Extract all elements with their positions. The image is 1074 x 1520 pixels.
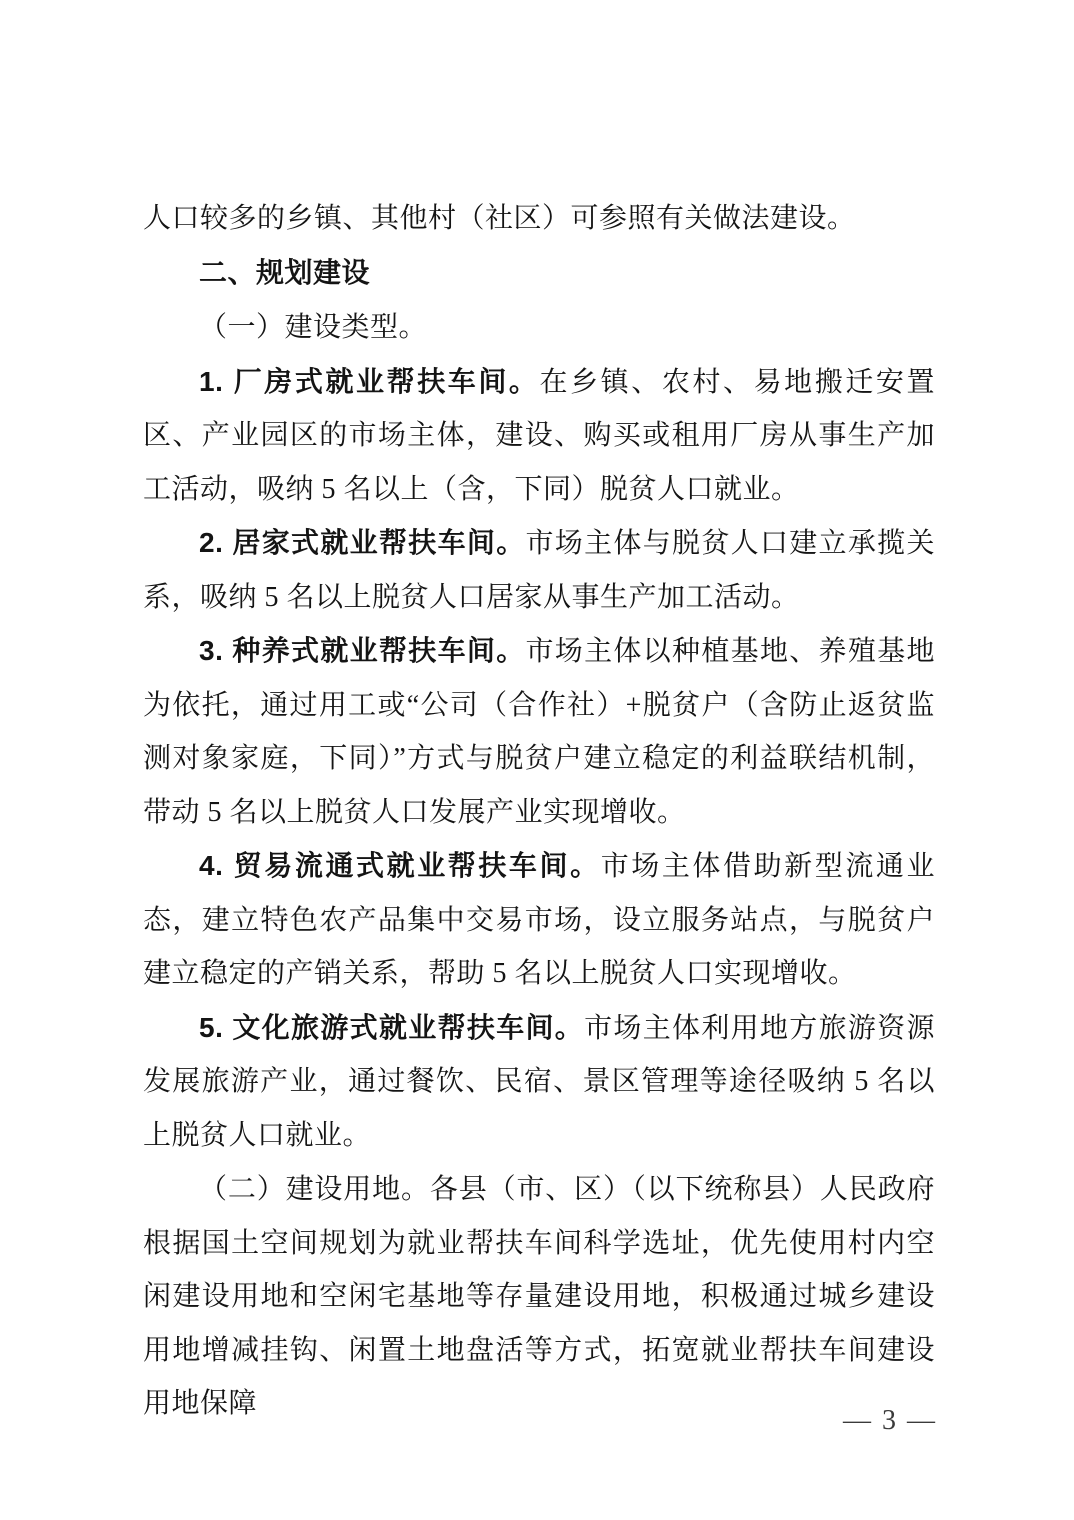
paragraph-continuation	[143, 192, 935, 246]
paragraph-body	[143, 839, 935, 1001]
text-run-run-head: 3. 种养式就业帮扶车间。	[199, 635, 526, 666]
paragraph-heading-l1	[143, 246, 935, 301]
paragraph-body	[143, 624, 935, 839]
text-run-body: 人口较多的乡镇、其他村（社区）可参照有关做法建设。	[143, 203, 856, 234]
text-run-kaiti: （一）建设类型。	[199, 310, 428, 343]
paragraph-body	[143, 1162, 935, 1431]
document-body	[143, 192, 935, 1431]
text-run-run-head: 4. 贸易流通式就业帮扶车间。	[199, 850, 601, 881]
text-run-body: 在乡镇、农村、易地搬迁安置区、产业园区的市场主体，建设、购买或租用厂房从事生产加工活动，吸纳 5 名以上（含，下同）脱贫人口就业。	[143, 366, 935, 505]
text-run-body: 市场主体借助新型流通业态，建立特色农产品集中交易市场，设立服务站点，与脱贫户建立稳定的产销关系，帮助 5 名以上脱贫人口实现增收。	[143, 851, 935, 989]
text-run-run-head: 5. 文化旅游式就业帮扶车间。	[199, 1011, 585, 1043]
text-run-heiti: 二、规划建设	[199, 256, 371, 288]
text-run-body: 各县（市、区）（以下统称县）人民政府根据国土空间规划为就业帮扶车间科学选址，优先使用村内空闲建设用地和空闲宅基地等存量建设用地，积极通过城乡建设用地增减挂钩、闲置土地盘活等方式，拓宽就业帮扶车间建设用地保障	[143, 1174, 935, 1419]
text-run-body: 市场主体与脱贫人口建立承揽关系，吸纳 5 名以上脱贫人口居家从事生产加工活动。	[143, 528, 935, 613]
paragraph-body	[143, 516, 935, 624]
text-run-run-head: 2. 居家式就业帮扶车间。	[199, 527, 526, 558]
text-run-body: 市场主体以种植基地、养殖基地为依托，通过用工或“公司（合作社）+脱贫户（含防止返贫监测对象家庭，下同）”方式与脱贫户建立稳定的利益联结机制，带动 5 名以上脱贫人口发展产业实现增收。	[143, 636, 935, 828]
paragraph-heading-l2	[143, 300, 935, 355]
paragraph-body	[143, 355, 935, 517]
text-run-run-head: 1. 厂房式就业帮扶车间。	[199, 365, 540, 397]
page-number: — 3 —	[843, 1405, 937, 1436]
text-run-body: 市场主体利用地方旅游资源发展旅游产业，通过餐饮、民宿、景区管理等途径吸纳 5 名以上脱贫人口就业。	[143, 1012, 935, 1151]
text-run-kaiti: （二）建设用地。	[199, 1172, 430, 1205]
paragraph-body	[143, 1001, 935, 1163]
